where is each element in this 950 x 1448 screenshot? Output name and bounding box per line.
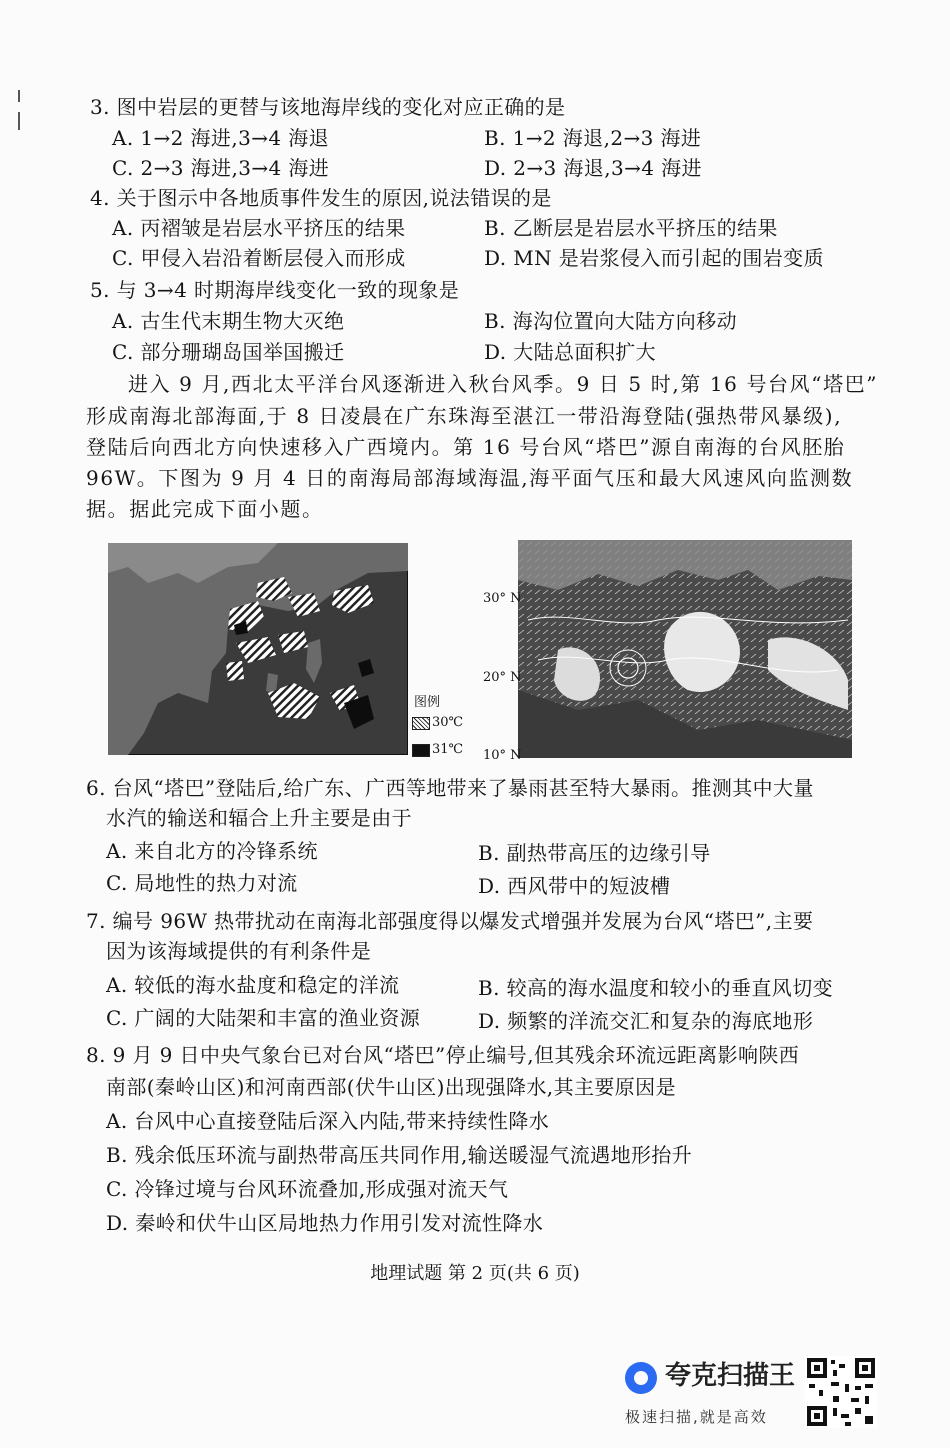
question-4-stem: 4. 关于图示中各地质事件发生的原因,说法错误的是 (90, 186, 552, 210)
question-6-option-d: D. 西风带中的短波槽 (478, 874, 671, 898)
passage-line: 据。据此完成下面小题。 (86, 497, 324, 521)
margin-mark (18, 112, 20, 130)
question-7-stem-cont: 因为该海域提供的有利条件是 (106, 939, 372, 963)
question-8-option-c: C. 冷锋过境与台风环流叠加,形成强对流天气 (106, 1177, 509, 1201)
question-3-option-a: A. 1→2 海进,3→4 海退 (112, 126, 330, 150)
pressure-wind-map (518, 540, 852, 762)
scanner-brand-name: 夸克扫描王 (665, 1361, 796, 1391)
lat-label-20n: 20° N (483, 670, 522, 685)
qr-code-icon (805, 1356, 877, 1428)
lat-label-10n: 10° N (483, 748, 522, 763)
question-3-option-b: B. 1→2 海退,2→3 海进 (484, 126, 702, 150)
question-7-stem: 7. 编号 96W 热带扰动在南海北部强度得以爆发式增强并发展为台风“塔巴”,主要 (86, 909, 814, 933)
lat-label-30n: 30° N (483, 591, 522, 606)
question-8-stem: 8. 9 月 9 日中央气象台已对台风“塔巴”停止编号,但其残余环流远距离影响陕西 (86, 1043, 800, 1067)
solid-swatch-icon (412, 744, 430, 757)
question-6-option-a: A. 来自北方的冷锋系统 (106, 839, 318, 863)
question-6-stem-cont: 水汽的输送和辐合上升主要是由于 (106, 806, 412, 830)
question-4-option-a: A. 丙褶皱是岩层水平挤压的结果 (112, 216, 406, 240)
page-footer: 地理试题 第 2 页(共 6 页) (370, 1263, 580, 1284)
legend-label: 31℃ (432, 742, 464, 757)
question-3-option-d: D. 2→3 海退,3→4 海进 (484, 156, 702, 180)
question-8-option-d: D. 秦岭和伏牛山区局地热力作用引发对流性降水 (106, 1211, 544, 1235)
question-5-option-b: B. 海沟位置向大陆方向移动 (484, 309, 738, 333)
question-5-option-c: C. 部分珊瑚岛国举国搬迁 (112, 340, 345, 364)
question-3-stem: 3. 图中岩层的更替与该地海岸线的变化对应正确的是 (90, 95, 566, 119)
question-7-option-d: D. 频繁的洋流交汇和复杂的海底地形 (478, 1009, 814, 1033)
passage-line: 进入 9 月,西北太平洋台风逐渐进入秋台风季。9 日 5 时,第 16 号台风“塔巴” (128, 372, 879, 396)
legend-label: 30℃ (432, 715, 464, 730)
question-4-option-c: C. 甲侵入岩沿着断层侵入而形成 (112, 246, 406, 270)
question-8-option-b: B. 残余低压环流与副热带高压共同作用,输送暖湿气流遇地形抬升 (106, 1143, 693, 1167)
question-5-stem: 5. 与 3→4 时期海岸线变化一致的现象是 (90, 278, 460, 302)
question-8-stem-cont: 南部(秦岭山区)和河南西部(伏牛山区)出现强降水,其主要原因是 (106, 1075, 676, 1099)
passage-line: 形成南海北部海面,于 8 日凌晨在广东珠海至湛江一带沿海登陆(强热带风暴级), (86, 404, 843, 428)
passage-line: 96W。下图为 9 月 4 日的南海局部海域海温,海平面气压和最大风速风向监测数 (86, 466, 854, 490)
question-6-option-c: C. 局地性的热力对流 (106, 871, 298, 895)
passage-line: 登陆后向西北方向快速移入广西境内。第 16 号台风“塔巴”源自南海的台风胚胎 (86, 435, 846, 459)
question-7-option-c: C. 广阔的大陆架和丰富的渔业资源 (106, 1006, 421, 1030)
question-4-option-b: B. 乙断层是岩层水平挤压的结果 (484, 216, 778, 240)
hatch-swatch-icon (412, 717, 430, 730)
question-5-option-d: D. 大陆总面积扩大 (484, 340, 657, 364)
scanner-logo-icon (625, 1362, 657, 1394)
scanner-tagline: 极速扫描,就是高效 (625, 1408, 768, 1426)
question-3-option-c: C. 2→3 海进,3→4 海进 (112, 156, 330, 180)
question-8-option-a: A. 台风中心直接登陆后深入内陆,带来持续性降水 (106, 1109, 550, 1133)
margin-mark (18, 90, 20, 102)
question-6-stem: 6. 台风“塔巴”登陆后,给广东、广西等地带来了暴雨甚至特大暴雨。推测其中大量 (86, 776, 814, 800)
legend-item-30 (412, 716, 463, 730)
sea-temperature-map (108, 543, 408, 759)
question-7-option-b: B. 较高的海水温度和较小的垂直风切变 (478, 976, 834, 1000)
question-5-option-a: A. 古生代末期生物大灭绝 (112, 309, 345, 333)
legend-item-31 (412, 743, 463, 757)
question-6-option-b: B. 副热带高压的边缘引导 (478, 841, 711, 865)
question-7-option-a: A. 较低的海水盐度和稳定的洋流 (106, 973, 400, 997)
question-4-option-d: D. MN 是岩浆侵入而引起的围岩变质 (484, 246, 824, 270)
legend-title: 图例 (414, 695, 441, 710)
